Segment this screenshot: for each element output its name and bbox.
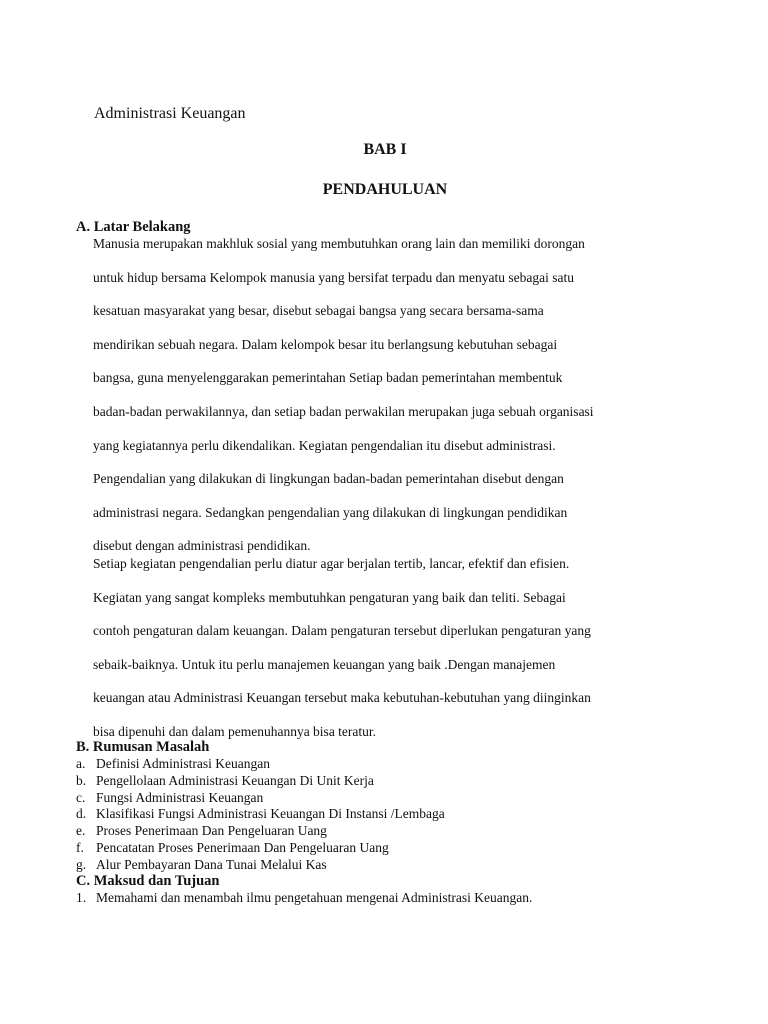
list-item-text: Pencatatan Proses Penerimaan Dan Pengeluaran Uang — [96, 839, 389, 855]
list-item — [76, 773, 445, 790]
paragraph-line: bisa dipenuhi dan dalam pemenuhannya bisa teratur. — [93, 723, 377, 739]
list-marker: g. — [76, 856, 87, 872]
list-item-text: Klasifikasi Fungsi Administrasi Keuangan Di Instansi /Lembaga — [96, 806, 445, 822]
chapter-label: BAB I — [363, 141, 407, 158]
list-marker: f. — [76, 839, 84, 855]
section-a-heading: A. Latar Belakang — [76, 219, 191, 235]
paragraph-line: disebut dengan administrasi pendidikan. — [93, 538, 311, 554]
paragraph-line: bangsa, guna menyelenggarakan pemerintahan Setiap badan pemerintahan membentuk — [93, 370, 563, 386]
list-item-text: Definisi Administrasi Keuangan — [96, 756, 270, 771]
list-item — [76, 756, 445, 773]
list-item-text: Proses Penerimaan Dan Pengeluaran Uang — [96, 823, 327, 839]
section-b-heading: B. Rumusan Masalah — [76, 739, 210, 755]
chapter-title: PENDAHULUAN — [322, 181, 448, 198]
list-item — [76, 823, 445, 840]
list-marker: a. — [76, 756, 86, 771]
paragraph-line: badan-badan perwakilannya, dan setiap badan perwakilan merupakan juga sebuah organisasi — [93, 403, 594, 419]
paragraph-line: keuangan atau Administrasi Keuangan tersebut maka kebutuhan-kebutuhan yang diinginkan — [93, 690, 591, 706]
paragraph-line: contoh pengaturan dalam keuangan. Dalam pengaturan tersebut diperlukan pengaturan yang — [93, 623, 591, 639]
list-item-text: Alur Pembayaran Dana Tunai Melalui Kas — [96, 856, 327, 872]
list-item-text: Memahami dan menambah ilmu pengetahuan mengenai Administrasi Keuangan. — [96, 890, 533, 905]
list-item — [76, 806, 445, 823]
list-marker: b. — [76, 772, 87, 788]
list-item — [76, 790, 445, 807]
list-item — [76, 857, 445, 874]
list-item — [76, 890, 532, 907]
list-item — [76, 840, 445, 857]
paragraph-line: sebaik-baiknya. Untuk itu perlu manajemen keuangan yang baik .Dengan manajemen — [93, 656, 556, 672]
section-c-heading: C. Maksud dan Tujuan — [76, 873, 220, 889]
background-paragraph-2 — [93, 555, 683, 757]
list-marker: d. — [76, 806, 87, 822]
paragraph-line: kesatuan masyarakat yang besar, disebut sebagai bangsa yang secara bersama-sama — [93, 303, 544, 319]
paragraph-line: mendirikan sebuah negara. Dalam kelompok besar itu berlangsung kebutuhan sebagai — [93, 336, 558, 352]
paragraph-line: yang kegiatannya perlu dikendalikan. Kegiatan pengendalian itu disebut administrasi. — [93, 437, 556, 453]
list-marker: 1. — [76, 890, 87, 905]
document-title: Administrasi Keuangan — [94, 105, 246, 122]
paragraph-line: Setiap kegiatan pengendalian perlu diatur agar berjalan tertib, lancar, efektif dan efisien. — [93, 556, 570, 571]
paragraph-line: Pengendalian yang dilakukan di lingkungan badan-badan pemerintahan disebut dengan — [93, 471, 564, 487]
paragraph-line: untuk hidup bersama Kelompok manusia yang bersifat terpadu dan menyatu sebagai satu — [93, 269, 574, 285]
paragraph-line: administrasi negara. Sedangkan pengendalian yang dilakukan di lingkungan pendidikan — [93, 504, 568, 520]
list-item-text: Pengellolaan Administrasi Keuangan Di Unit Kerja — [96, 772, 374, 788]
paragraph-line: Manusia merupakan makhluk sosial yang membutuhkan orang lain dan memiliki dorongan — [93, 236, 585, 251]
list-marker: c. — [76, 789, 86, 805]
list-item-text: Fungsi Administrasi Keuangan — [96, 789, 264, 805]
list-marker: e. — [76, 823, 86, 839]
background-paragraph-1 — [93, 235, 683, 571]
problem-statement-list — [76, 756, 445, 874]
paragraph-line: Kegiatan yang sangat kompleks membutuhkan pengaturan yang baik dan teliti. Sebagai — [93, 589, 566, 605]
objectives-list — [76, 890, 532, 907]
